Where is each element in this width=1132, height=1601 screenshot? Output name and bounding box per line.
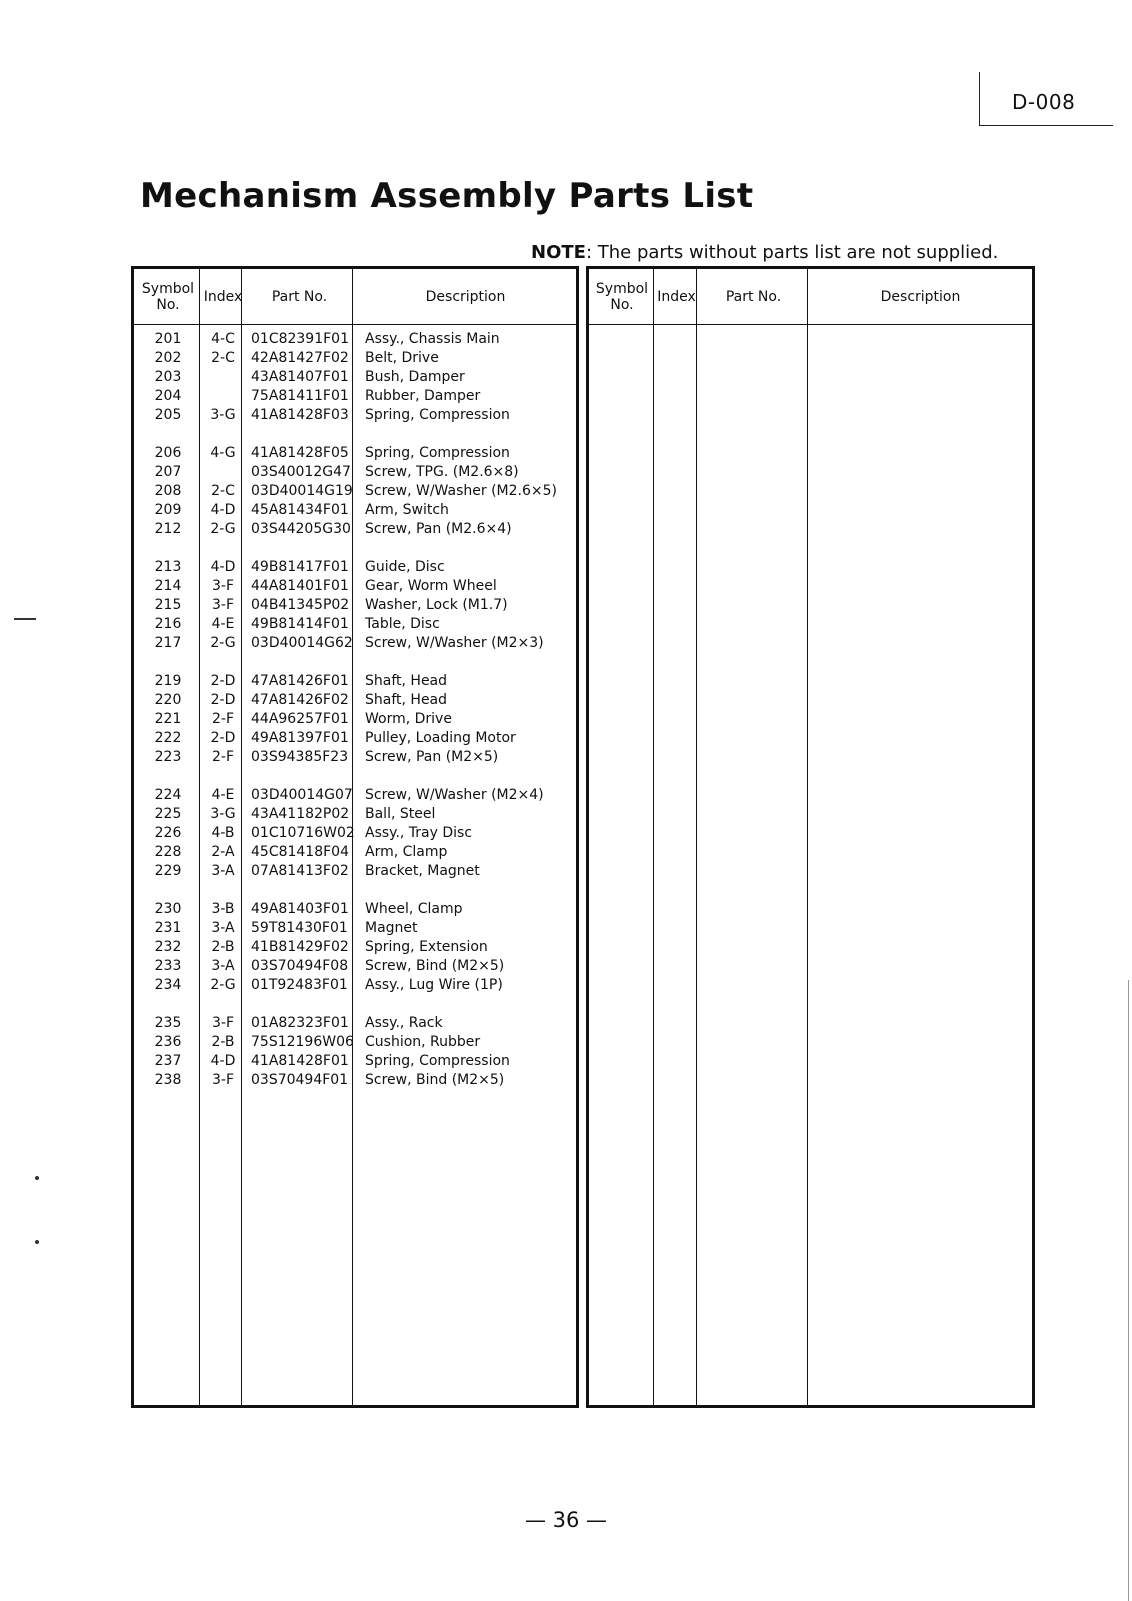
cell-description: Spring, Compression [365, 1053, 510, 1069]
table-row [134, 691, 576, 710]
cell-part-no: 59T81430F01 [251, 920, 348, 936]
header-part-no: Part No. [271, 288, 328, 305]
cell-part-no: 75A81411F01 [251, 388, 349, 404]
cell-symbol-no: 232 [154, 939, 182, 955]
cell-description: Belt, Drive [365, 350, 439, 366]
cell-part-no: 45A81434F01 [251, 502, 349, 518]
scan-speck [35, 1240, 39, 1244]
cell-part-no: 43A81407F01 [251, 369, 349, 385]
page-number: — 36 — [524, 1508, 608, 1532]
cell-index: 2-G [210, 521, 236, 537]
cell-part-no: 01T92483F01 [251, 977, 348, 993]
cell-part-no: 01C82391F01 [251, 331, 349, 347]
cell-description: Screw, W/Washer (M2×3) [365, 635, 544, 651]
table-body [134, 330, 576, 1090]
cell-description: Arm, Clamp [365, 844, 448, 860]
table-row [134, 976, 576, 995]
cell-description: Screw, W/Washer (M2×4) [365, 787, 544, 803]
cell-symbol-no: 238 [154, 1072, 182, 1088]
cell-symbol-no: 202 [154, 350, 182, 366]
table-row [134, 577, 576, 596]
cell-part-no: 49A81403F01 [251, 901, 349, 917]
cell-index: 4-D [210, 1053, 236, 1069]
table-row [134, 520, 576, 539]
scan-mark [14, 618, 36, 620]
cell-part-no: 07A81413F02 [251, 863, 349, 879]
note-text: : The parts without parts list are not supplied. [585, 242, 999, 263]
cell-symbol-no: 230 [154, 901, 182, 917]
cell-description: Ball, Steel [365, 806, 436, 822]
header-index: Index [657, 288, 696, 305]
table-row [134, 729, 576, 748]
cell-symbol-no: 235 [154, 1015, 182, 1031]
cell-description: Assy., Tray Disc [365, 825, 473, 841]
table-row [134, 1014, 576, 1033]
table-row [134, 900, 576, 919]
table-row [134, 957, 576, 976]
cell-index: 3-F [211, 1072, 234, 1088]
cell-part-no: 47A81426F02 [251, 692, 349, 708]
cell-part-no: 01A82323F01 [251, 1015, 349, 1031]
cell-symbol-no: 203 [154, 369, 182, 385]
cell-index: 4-E [211, 787, 235, 803]
cell-symbol-no: 226 [154, 825, 182, 841]
cell-symbol-no: 205 [154, 407, 182, 423]
note-label: NOTE [531, 242, 586, 263]
cell-index: 2-D [210, 692, 236, 708]
cell-description: Spring, Compression [365, 407, 510, 423]
cell-description: Washer, Lock (M1.7) [365, 597, 508, 613]
cell-part-no: 49B81417F01 [251, 559, 349, 575]
cell-symbol-no: 224 [154, 787, 182, 803]
cell-symbol-no: 204 [154, 388, 182, 404]
cell-part-no: 47A81426F01 [251, 673, 349, 689]
cell-part-no: 49A81397F01 [251, 730, 349, 746]
cell-index: 2-B [211, 1034, 235, 1050]
cell-description: Rubber, Damper [365, 388, 481, 404]
cell-description: Spring, Extension [365, 939, 488, 955]
cell-index: 2-A [211, 844, 235, 860]
cell-part-no: 41B81429F02 [251, 939, 349, 955]
table-row [134, 349, 576, 368]
table-row [134, 672, 576, 691]
cell-description: Screw, Bind (M2×5) [365, 1072, 505, 1088]
cell-description: Pulley, Loading Motor [365, 730, 516, 746]
cell-description: Shaft, Head [365, 673, 448, 689]
header-description: Description [425, 288, 506, 305]
cell-part-no: 03D40014G19 [251, 483, 353, 499]
cell-index: 2-B [211, 939, 235, 955]
cell-index: 2-G [210, 635, 236, 651]
cell-description: Shaft, Head [365, 692, 448, 708]
cell-part-no: 41A81428F05 [251, 445, 349, 461]
cell-part-no: 44A81401F01 [251, 578, 349, 594]
cell-description: Guide, Disc [365, 559, 445, 575]
cell-part-no: 75S12196W06 [251, 1034, 354, 1050]
cell-symbol-no: 216 [154, 616, 182, 632]
header-index: Index [203, 288, 243, 305]
table-row [134, 615, 576, 634]
page-title: Mechanism Assembly Parts List [140, 176, 754, 216]
cell-symbol-no: 201 [154, 331, 182, 347]
table-row [134, 558, 576, 577]
cell-part-no: 03S44205G30 [251, 521, 351, 537]
table-row [134, 938, 576, 957]
cell-part-no: 45C81418F04 [251, 844, 349, 860]
cell-part-no: 04B41345P02 [251, 597, 350, 613]
cell-index: 3-F [211, 1015, 234, 1031]
table-row [134, 862, 576, 881]
cell-symbol-no: 219 [154, 673, 182, 689]
cell-description: Worm, Drive [365, 711, 452, 727]
cell-part-no: 03S94385F23 [251, 749, 349, 765]
table-row [134, 330, 576, 349]
header-description: Description [880, 288, 961, 305]
cell-index: 4-D [210, 559, 236, 575]
cell-symbol-no: 220 [154, 692, 182, 708]
cell-index: 4-E [211, 616, 235, 632]
cell-description: Gear, Worm Wheel [365, 578, 497, 594]
table-row [134, 1071, 576, 1090]
cell-part-no: 44A96257F01 [251, 711, 349, 727]
cell-description: Arm, Switch [365, 502, 449, 518]
cell-part-no: 41A81428F03 [251, 407, 349, 423]
cell-description: Screw, Pan (M2.6×4) [365, 521, 512, 537]
header-part-no: Part No. [725, 288, 782, 305]
cell-index: 3-G [210, 407, 236, 423]
cell-symbol-no: 229 [154, 863, 182, 879]
table-row [134, 710, 576, 729]
cell-part-no: 03D40014G62 [251, 635, 353, 651]
cell-part-no: 03D40014G07 [251, 787, 353, 803]
cell-description: Wheel, Clamp [365, 901, 463, 917]
cell-description: Spring, Compression [365, 445, 510, 461]
cell-symbol-no: 212 [154, 521, 182, 537]
cell-description: Magnet [365, 920, 418, 936]
cell-description: Screw, Bind (M2×5) [365, 958, 505, 974]
cell-description: Table, Disc [365, 616, 440, 632]
cell-index: 2-F [211, 711, 234, 727]
header-symbol-no: Symbol No. [141, 280, 195, 313]
table-row [134, 805, 576, 824]
note [531, 242, 998, 263]
table-row [134, 786, 576, 805]
cell-part-no: 43A41182P02 [251, 806, 350, 822]
cell-description: Cushion, Rubber [365, 1034, 481, 1050]
table-row [134, 444, 576, 463]
cell-part-no: 42A81427F02 [251, 350, 349, 366]
cell-symbol-no: 209 [154, 502, 182, 518]
cell-part-no: 03S70494F08 [251, 958, 349, 974]
cell-description: Bush, Damper [365, 369, 465, 385]
cell-index: 3-A [211, 958, 235, 974]
table-row [134, 824, 576, 843]
cell-index: 2-C [211, 350, 235, 366]
scan-edge [1128, 980, 1129, 1601]
cell-index: 2-F [211, 749, 234, 765]
cell-symbol-no: 222 [154, 730, 182, 746]
cell-symbol-no: 208 [154, 483, 182, 499]
cell-description: Screw, W/Washer (M2.6×5) [365, 483, 557, 499]
cell-description: Screw, Pan (M2×5) [365, 749, 499, 765]
cell-part-no: 01C10716W02 [251, 825, 355, 841]
cell-part-no: 03S40012G47 [251, 464, 351, 480]
cell-symbol-no: 206 [154, 445, 182, 461]
header-divider [134, 324, 576, 325]
cell-symbol-no: 207 [154, 464, 182, 480]
cell-symbol-no: 221 [154, 711, 182, 727]
parts-table-left [131, 266, 579, 1408]
table-row [134, 748, 576, 767]
cell-index: 3-F [211, 597, 234, 613]
table-row [134, 463, 576, 482]
cell-part-no: 03S70494F01 [251, 1072, 349, 1088]
cell-index: 3-B [211, 901, 235, 917]
table-row [134, 1033, 576, 1052]
cell-description: Assy., Chassis Main [365, 331, 500, 347]
cell-index: 4-G [210, 445, 236, 461]
document-code: D-008 [1012, 90, 1076, 114]
cell-symbol-no: 236 [154, 1034, 182, 1050]
cell-description: Bracket, Magnet [365, 863, 480, 879]
table-row [134, 843, 576, 862]
cell-index: 2-D [210, 673, 236, 689]
cell-description: Screw, TPG. (M2.6×8) [365, 464, 519, 480]
cell-symbol-no: 217 [154, 635, 182, 651]
cell-symbol-no: 214 [154, 578, 182, 594]
cell-symbol-no: 223 [154, 749, 182, 765]
cell-index: 4-D [210, 502, 236, 518]
table-row [134, 387, 576, 406]
table-row [134, 501, 576, 520]
column-divider [696, 269, 697, 1405]
cell-symbol-no: 237 [154, 1053, 182, 1069]
cell-symbol-no: 225 [154, 806, 182, 822]
table-row [134, 919, 576, 938]
table-row [134, 368, 576, 387]
cell-part-no: 41A81428F01 [251, 1053, 349, 1069]
cell-index: 4-B [211, 825, 235, 841]
cell-symbol-no: 215 [154, 597, 182, 613]
cell-part-no: 49B81414F01 [251, 616, 349, 632]
header-symbol-no: Symbol No. [595, 280, 649, 313]
header-divider [589, 324, 1032, 325]
table-row [134, 406, 576, 425]
cell-index: 2-G [210, 977, 236, 993]
cell-index: 4-C [211, 331, 235, 347]
table-row [134, 596, 576, 615]
cell-description: Assy., Lug Wire (1P) [365, 977, 503, 993]
cell-symbol-no: 231 [154, 920, 182, 936]
cell-index: 3-F [211, 578, 234, 594]
table-row [134, 1052, 576, 1071]
cell-index: 3-A [211, 920, 235, 936]
column-divider [807, 269, 808, 1405]
cell-index: 2-D [210, 730, 236, 746]
cell-symbol-no: 234 [154, 977, 182, 993]
cell-symbol-no: 228 [154, 844, 182, 860]
parts-table-right [586, 266, 1035, 1408]
cell-index: 2-C [211, 483, 235, 499]
scan-speck [35, 1176, 39, 1180]
table-row [134, 482, 576, 501]
cell-index: 3-G [210, 806, 236, 822]
column-divider [653, 269, 654, 1405]
cell-symbol-no: 233 [154, 958, 182, 974]
cell-symbol-no: 213 [154, 559, 182, 575]
cell-index: 3-A [211, 863, 235, 879]
table-row [134, 634, 576, 653]
cell-description: Assy., Rack [365, 1015, 443, 1031]
